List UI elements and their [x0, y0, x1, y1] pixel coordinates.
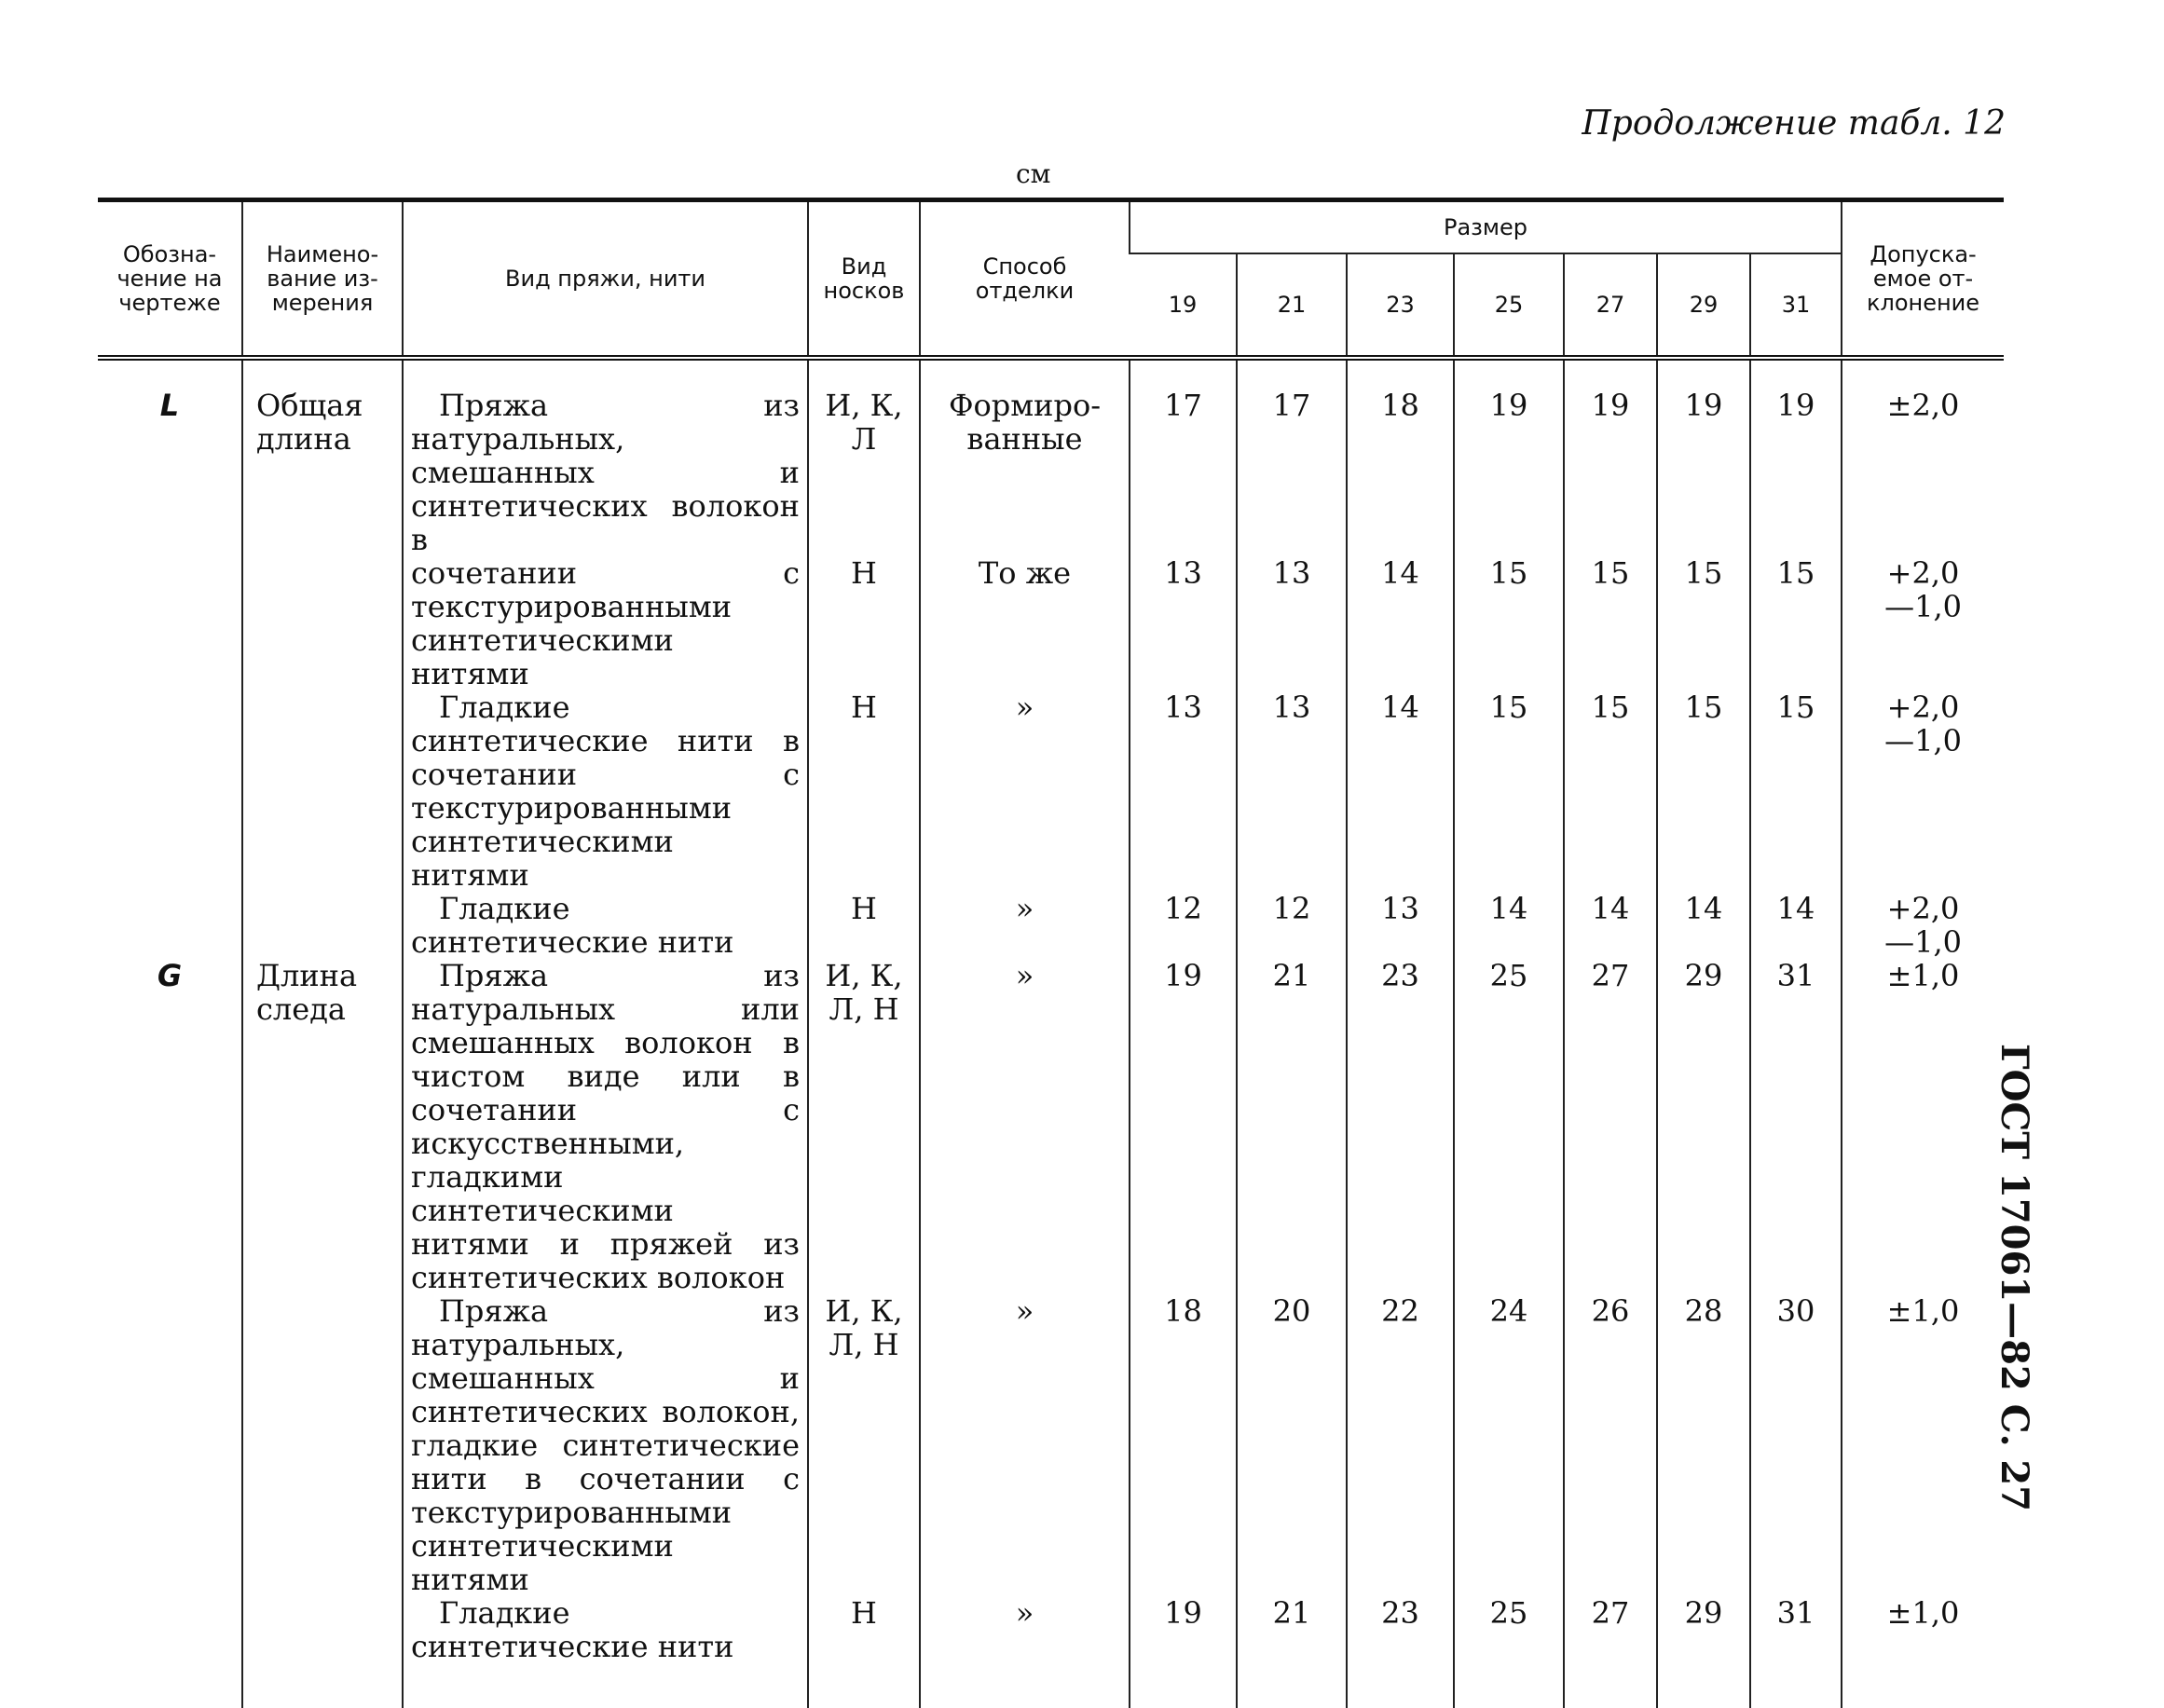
- filler-row: [98, 1671, 2004, 1708]
- method-cell: »: [920, 1596, 1130, 1671]
- empty-cell: [98, 690, 242, 892]
- vid-cell: Н: [808, 892, 920, 959]
- size-value-19: 13: [1130, 556, 1237, 690]
- size-value-23: 22: [1347, 1294, 1454, 1596]
- tolerance-cell: +2,0 —1,0: [1842, 556, 2004, 690]
- empty-cell: [1347, 1671, 1454, 1708]
- size-value-19: 13: [1130, 690, 1237, 892]
- vid-cell: И, К, Л, Н: [808, 959, 920, 1294]
- empty-cell: [1130, 1671, 1237, 1708]
- table-caption: Продолжение табл. 12: [1582, 104, 2006, 143]
- size-value-29: 19: [1657, 358, 1750, 556]
- size-value-21: 12: [1237, 892, 1347, 959]
- measurement-name-cell: Длина следа: [242, 959, 403, 1294]
- size-value-27: 15: [1564, 690, 1657, 892]
- yarn-type-cell: [403, 690, 808, 892]
- size-value-21: 21: [1237, 1596, 1347, 1671]
- size-value-31: 30: [1750, 1294, 1842, 1596]
- size-value-27: 26: [1564, 1294, 1657, 1596]
- empty-cell: [242, 1294, 403, 1596]
- unit-label: см: [1016, 158, 1051, 189]
- size-value-21: 13: [1237, 690, 1347, 892]
- empty-cell: [1454, 1671, 1564, 1708]
- vid-cell: Н: [808, 1596, 920, 1671]
- header-size-25: 25: [1454, 253, 1564, 358]
- header-size-21: 21: [1237, 253, 1347, 358]
- method-cell: То же: [920, 556, 1130, 690]
- size-value-25: 14: [1454, 892, 1564, 959]
- method-cell: Формиро- ванные: [920, 358, 1130, 556]
- table-header: [98, 200, 2004, 359]
- size-value-31: 31: [1750, 1596, 1842, 1671]
- size-value-29: 15: [1657, 556, 1750, 690]
- size-value-21: 13: [1237, 556, 1347, 690]
- designation-cell: L: [98, 358, 242, 556]
- yarn-type-cell: [403, 959, 808, 1294]
- yarn-type-cell: [403, 1294, 808, 1596]
- vid-cell: Н: [808, 690, 920, 892]
- empty-cell: [920, 1671, 1130, 1708]
- empty-cell: [242, 1596, 403, 1671]
- yarn-type-cell: [403, 358, 808, 556]
- empty-cell: [98, 1671, 242, 1708]
- size-value-19: 17: [1130, 358, 1237, 556]
- empty-cell: [1842, 1671, 2004, 1708]
- tolerance-cell: ±2,0: [1842, 358, 2004, 556]
- yarn-type-cell: [403, 892, 808, 959]
- table-row: [98, 556, 2004, 690]
- size-value-21: 20: [1237, 1294, 1347, 1596]
- table-row: [98, 959, 2004, 1294]
- size-value-27: 27: [1564, 1596, 1657, 1671]
- size-value-29: 28: [1657, 1294, 1750, 1596]
- header-size-19: 19: [1130, 253, 1237, 358]
- size-value-29: 29: [1657, 1596, 1750, 1671]
- empty-cell: [98, 556, 242, 690]
- size-value-31: 15: [1750, 556, 1842, 690]
- yarn-type-text: сочетании с текстурированными синтетическими нитями: [411, 555, 800, 691]
- size-value-25: 19: [1454, 358, 1564, 556]
- size-value-19: 19: [1130, 959, 1237, 1294]
- table-body: [98, 358, 2004, 1708]
- size-value-23: 23: [1347, 1596, 1454, 1671]
- method-cell: »: [920, 892, 1130, 959]
- empty-cell: [1750, 1671, 1842, 1708]
- size-value-27: 15: [1564, 556, 1657, 690]
- tolerance-cell: ±1,0: [1842, 1294, 2004, 1596]
- header-size: Размер: [1130, 200, 1842, 254]
- size-value-21: 21: [1237, 959, 1347, 1294]
- empty-cell: [242, 556, 403, 690]
- empty-cell: [1657, 1671, 1750, 1708]
- header-size-23: 23: [1347, 253, 1454, 358]
- empty-cell: [98, 1294, 242, 1596]
- empty-cell: [1564, 1671, 1657, 1708]
- header-size-31: 31: [1750, 253, 1842, 358]
- designation-cell: G: [157, 958, 183, 993]
- yarn-type-cell: [403, 556, 808, 690]
- table-row: [98, 358, 2004, 556]
- size-value-27: 19: [1564, 358, 1657, 556]
- header-name: Наимено- вание из- мерения: [242, 200, 403, 359]
- size-value-19: 19: [1130, 1596, 1237, 1671]
- empty-cell: [98, 1596, 242, 1671]
- size-value-23: 14: [1347, 556, 1454, 690]
- yarn-type-text: Гладкие синтетические нити: [411, 891, 734, 960]
- table-row: [98, 690, 2004, 892]
- header-size-29: 29: [1657, 253, 1750, 358]
- size-value-19: 12: [1130, 892, 1237, 959]
- measurement-name-cell: Общая длина: [242, 358, 403, 556]
- size-value-25: 15: [1454, 690, 1564, 892]
- table-row: [98, 1596, 2004, 1671]
- dimensions-table: [98, 198, 2004, 1708]
- yarn-type-text: Пряжа из натуральных или смешанных волокон в чистом виде или в сочетании с искусственными, гладкими синтетическими нитями и пряжей из синтетических волокон: [411, 958, 800, 1295]
- yarn-type-text: Пряжа из натуральных, смешанных и синтетических волокон в: [411, 388, 800, 557]
- empty-cell: [242, 1671, 403, 1708]
- size-value-23: 14: [1347, 690, 1454, 892]
- empty-cell: [1237, 1671, 1347, 1708]
- empty-cell: [242, 690, 403, 892]
- vid-cell: Н: [808, 556, 920, 690]
- header-designation: Обозна- чение на чертеже: [98, 200, 242, 359]
- table-row: [98, 1294, 2004, 1596]
- yarn-type-text: Гладкие синтетические нити в сочетании с текстурированными синтетическими нитями: [411, 690, 800, 893]
- size-value-19: 18: [1130, 1294, 1237, 1596]
- size-value-25: 25: [1454, 1596, 1564, 1671]
- header-tolerance: Допуска- емое от- клонение: [1842, 200, 2004, 359]
- method-cell: »: [920, 690, 1130, 892]
- size-value-21: 17: [1237, 358, 1347, 556]
- tolerance-cell: +2,0 —1,0: [1842, 690, 2004, 892]
- size-value-31: 31: [1750, 959, 1842, 1294]
- size-value-27: 14: [1564, 892, 1657, 959]
- yarn-type-text: Гладкие синтетические нити: [411, 1595, 734, 1664]
- tolerance-cell: ±1,0: [1842, 959, 2004, 1294]
- side-running-header: [1993, 1044, 2092, 1512]
- size-value-23: 23: [1347, 959, 1454, 1294]
- header-yarn: Вид пряжи, нити: [403, 200, 808, 359]
- size-value-31: 19: [1750, 358, 1842, 556]
- yarn-type-text: Пряжа из натуральных, смешанных и синтетических волокон, гладкие синтетические нити в сочетании с текстурированными синтетическими нитями: [411, 1293, 800, 1597]
- tolerance-cell: +2,0 —1,0: [1842, 892, 2004, 959]
- header-vid: Вид носков: [808, 200, 920, 359]
- size-value-31: 14: [1750, 892, 1842, 959]
- table-row: [98, 892, 2004, 959]
- empty-cell: [403, 1671, 808, 1708]
- size-value-29: 15: [1657, 690, 1750, 892]
- size-value-25: 25: [1454, 959, 1564, 1294]
- size-value-29: 14: [1657, 892, 1750, 959]
- tolerance-cell: ±1,0: [1842, 1596, 2004, 1671]
- method-cell: »: [920, 1294, 1130, 1596]
- size-value-25: 15: [1454, 556, 1564, 690]
- vid-cell: И, К, Л, Н: [808, 1294, 920, 1596]
- size-value-31: 15: [1750, 690, 1842, 892]
- size-value-27: 27: [1564, 959, 1657, 1294]
- size-value-29: 29: [1657, 959, 1750, 1294]
- empty-cell: [808, 1671, 920, 1708]
- vid-cell: И, К, Л: [808, 358, 920, 556]
- size-value-23: 18: [1347, 358, 1454, 556]
- header-method: Способ отделки: [920, 200, 1130, 359]
- side-text: ГОСТ 17061—82 С. 27: [1993, 1044, 2036, 1512]
- empty-cell: [98, 892, 242, 959]
- method-cell: »: [920, 959, 1130, 1294]
- size-value-25: 24: [1454, 1294, 1564, 1596]
- size-value-23: 13: [1347, 892, 1454, 959]
- empty-cell: [242, 892, 403, 959]
- yarn-type-cell: [403, 1596, 808, 1671]
- header-size-27: 27: [1564, 253, 1657, 358]
